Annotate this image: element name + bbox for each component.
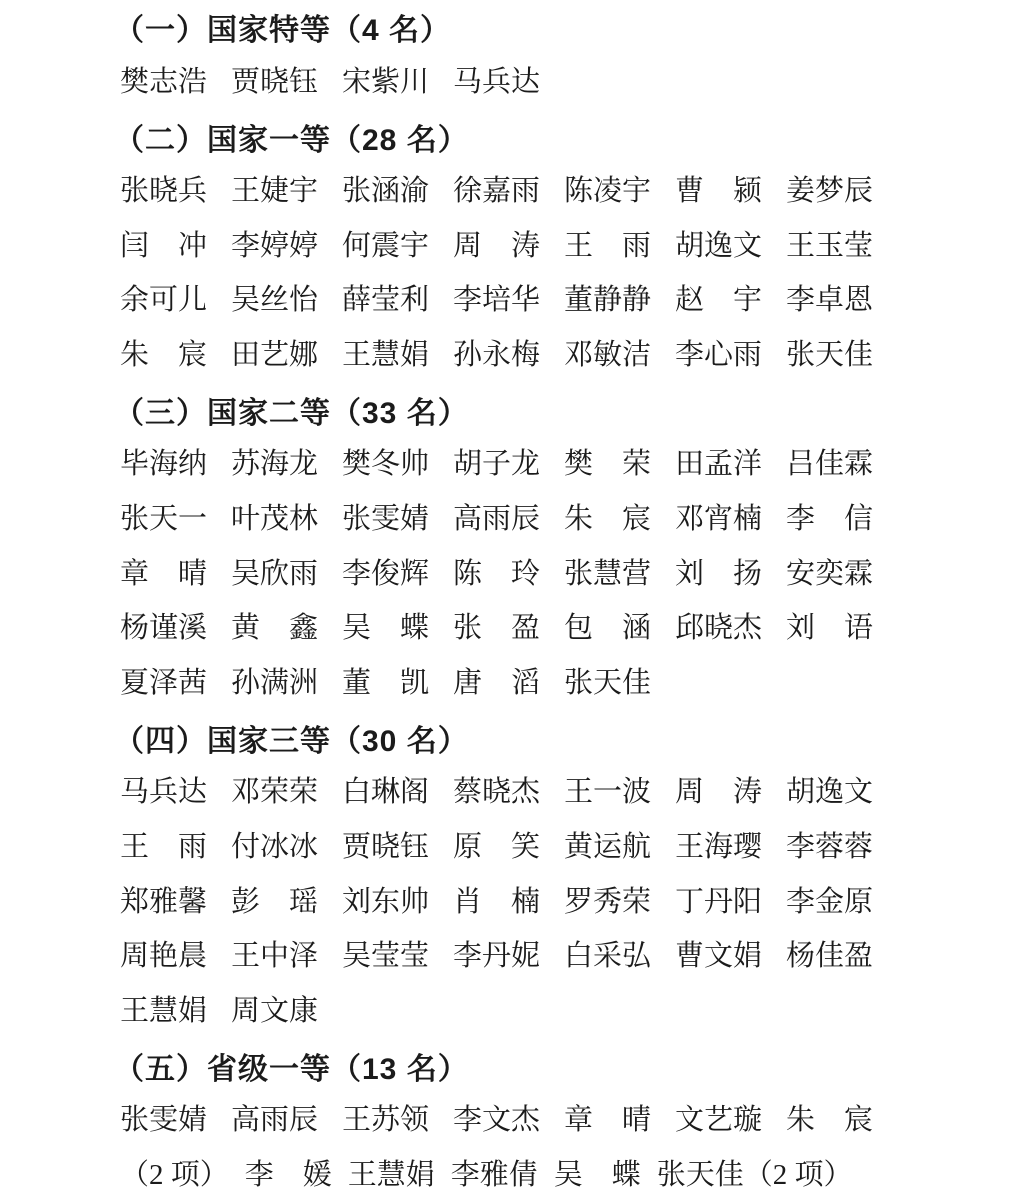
- section-heading-4: （四）国家三等（30 名）: [114, 725, 469, 759]
- name-row: [120, 765, 924, 820]
- name-cell: 张涵渝: [342, 174, 430, 207]
- name-cell: 包 涵: [564, 612, 652, 645]
- name-row: [120, 1148, 924, 1203]
- name-cell: 胡逸文: [786, 776, 874, 809]
- name-row: [120, 984, 924, 1039]
- name-cell: 李 媛: [244, 1158, 332, 1191]
- name-cell: 李雅倩: [450, 1158, 538, 1191]
- name-cell: 吴莹莹: [342, 940, 430, 973]
- name-row: [120, 547, 924, 602]
- name-cell: 杨谨溪: [120, 612, 208, 645]
- name-cell: 李丹妮: [453, 940, 541, 973]
- name-cell: 夏泽茜: [120, 666, 208, 699]
- name-cell: 陈凌宇: [564, 174, 652, 207]
- name-cell: 贾晓钰: [231, 65, 319, 98]
- name-cell: 张天一: [120, 502, 208, 535]
- name-cell: 白采弘: [564, 940, 652, 973]
- section-heading-1: （一）国家特等（4 名）: [114, 14, 452, 48]
- name-cell: 白琳阁: [342, 776, 430, 809]
- name-row: [120, 656, 924, 711]
- name-cell: 胡逸文: [675, 229, 763, 262]
- name-cell: 樊 荣: [564, 448, 652, 481]
- name-cell: 李 信: [786, 502, 874, 535]
- name-cell: 田孟洋: [675, 448, 763, 481]
- name-cell: 李蓉蓉: [786, 830, 874, 863]
- name-row: [120, 875, 924, 930]
- name-cell: 张雯婧: [342, 502, 430, 535]
- document-content: [114, 0, 924, 1203]
- name-cell: 张天佳: [564, 666, 652, 699]
- section-heading-5: （五）省级一等（13 名）: [114, 1053, 469, 1087]
- name-cell: 黄 鑫: [231, 612, 319, 645]
- name-cell: 李心雨: [675, 338, 763, 371]
- name-row: [120, 328, 924, 383]
- section-heading-3: （三）国家二等（33 名）: [114, 397, 469, 431]
- name-cell: 丁丹阳: [675, 885, 763, 918]
- name-cell: 王 雨: [120, 830, 208, 863]
- name-row: [120, 219, 924, 274]
- name-cell: 叶茂林: [231, 502, 319, 535]
- name-row: [120, 492, 924, 547]
- name-cell: 高雨辰: [453, 502, 541, 535]
- name-cell: 胡子龙: [453, 448, 541, 481]
- name-cell: 何震宇: [342, 229, 430, 262]
- name-cell: 刘 语: [786, 612, 874, 645]
- name-cell: 孙永梅: [453, 338, 541, 371]
- name-cell: 王慧娟: [120, 994, 208, 1027]
- name-cell: （2 项）: [120, 1158, 229, 1191]
- name-cell: 樊志浩: [120, 65, 208, 98]
- name-cell: 吴欣雨: [231, 557, 319, 590]
- name-cell: 张慧营: [564, 557, 652, 590]
- name-cell: 宋紫川: [342, 65, 430, 98]
- name-cell: 姜梦辰: [786, 174, 874, 207]
- name-cell: 罗秀荣: [564, 885, 652, 918]
- section-heading-2: （二）国家一等（28 名）: [114, 123, 469, 157]
- name-cell: 唐 滔: [453, 666, 541, 699]
- name-cell: 曹文娟: [675, 940, 763, 973]
- name-cell: 彭 瑶: [231, 885, 319, 918]
- name-cell: 蔡晓杰: [453, 776, 541, 809]
- name-cell: 毕海纳: [120, 448, 208, 481]
- name-cell: 贾晓钰: [342, 830, 430, 863]
- name-cell: 邓荣荣: [231, 776, 319, 809]
- name-cell: 李文杰: [453, 1104, 541, 1137]
- name-cell: 章 晴: [120, 557, 208, 590]
- name-cell: 王玉莹: [786, 229, 874, 262]
- name-cell: 董静静: [564, 284, 652, 317]
- name-cell: 黄运航: [564, 830, 652, 863]
- name-row: [120, 1093, 924, 1148]
- name-cell: 杨佳盈: [786, 940, 874, 973]
- name-cell: 李金原: [786, 885, 874, 918]
- name-row: [120, 929, 924, 984]
- name-cell: 曹 颍: [675, 174, 763, 207]
- name-cell: 董 凯: [342, 666, 430, 699]
- name-cell: 王海璎: [675, 830, 763, 863]
- name-row: [120, 164, 924, 219]
- name-row: [120, 820, 924, 875]
- name-cell: 张 盈: [453, 612, 541, 645]
- name-cell: 王苏领: [342, 1104, 430, 1137]
- name-cell: 朱 宸: [564, 502, 652, 535]
- name-cell: 赵 宇: [675, 284, 763, 317]
- name-cell: 刘东帅: [342, 885, 430, 918]
- name-cell: 马兵达: [453, 65, 541, 98]
- name-cell: 邓宵楠: [675, 502, 763, 535]
- name-cell: 李培华: [453, 284, 541, 317]
- name-cell: 付冰冰: [231, 830, 319, 863]
- name-row: [120, 437, 924, 492]
- name-cell: 余可儿: [120, 284, 208, 317]
- name-cell: 张晓兵: [120, 174, 208, 207]
- name-cell: 王婕宇: [231, 174, 319, 207]
- name-row: [120, 55, 924, 110]
- name-cell: 高雨辰: [231, 1104, 319, 1137]
- name-cell: 张天佳（2 项）: [656, 1158, 853, 1191]
- name-cell: 朱 宸: [120, 338, 208, 371]
- name-cell: 田艺娜: [231, 338, 319, 371]
- name-cell: 邓敏洁: [564, 338, 652, 371]
- name-cell: 王中泽: [231, 940, 319, 973]
- name-cell: 文艺璇: [675, 1104, 763, 1137]
- name-cell: 吴 蝶: [553, 1158, 641, 1191]
- name-cell: 吴 蝶: [342, 612, 430, 645]
- name-cell: 章 晴: [564, 1104, 652, 1137]
- name-cell: 吕佳霖: [786, 448, 874, 481]
- name-cell: 周 涛: [453, 229, 541, 262]
- name-row: [120, 601, 924, 656]
- name-cell: 陈 玲: [453, 557, 541, 590]
- name-cell: 王慧娟: [347, 1158, 435, 1191]
- name-cell: 王一波: [564, 776, 652, 809]
- name-cell: 安奕霖: [786, 557, 874, 590]
- name-cell: 孙满洲: [231, 666, 319, 699]
- name-cell: 苏海龙: [231, 448, 319, 481]
- name-cell: 王 雨: [564, 229, 652, 262]
- name-cell: 原 笑: [453, 830, 541, 863]
- name-cell: 李俊辉: [342, 557, 430, 590]
- name-cell: 李卓恩: [786, 284, 874, 317]
- name-cell: 吴丝怡: [231, 284, 319, 317]
- name-cell: 刘 扬: [675, 557, 763, 590]
- name-cell: 王慧娟: [342, 338, 430, 371]
- name-cell: 张天佳: [786, 338, 874, 371]
- name-cell: 邱晓杰: [675, 612, 763, 645]
- name-cell: 樊冬帅: [342, 448, 430, 481]
- name-cell: 周 涛: [675, 776, 763, 809]
- name-cell: 马兵达: [120, 776, 208, 809]
- name-cell: 张雯婧: [120, 1104, 208, 1137]
- name-cell: 闫 冲: [120, 229, 208, 262]
- name-cell: 周艳晨: [120, 940, 208, 973]
- name-cell: 肖 楠: [453, 885, 541, 918]
- name-cell: 朱 宸: [786, 1104, 874, 1137]
- name-cell: 薛莹利: [342, 284, 430, 317]
- name-row: [120, 273, 924, 328]
- name-cell: 李婷婷: [231, 229, 319, 262]
- name-cell: 徐嘉雨: [453, 174, 541, 207]
- name-cell: 周文康: [231, 994, 319, 1027]
- name-cell: 郑雅馨: [120, 885, 208, 918]
